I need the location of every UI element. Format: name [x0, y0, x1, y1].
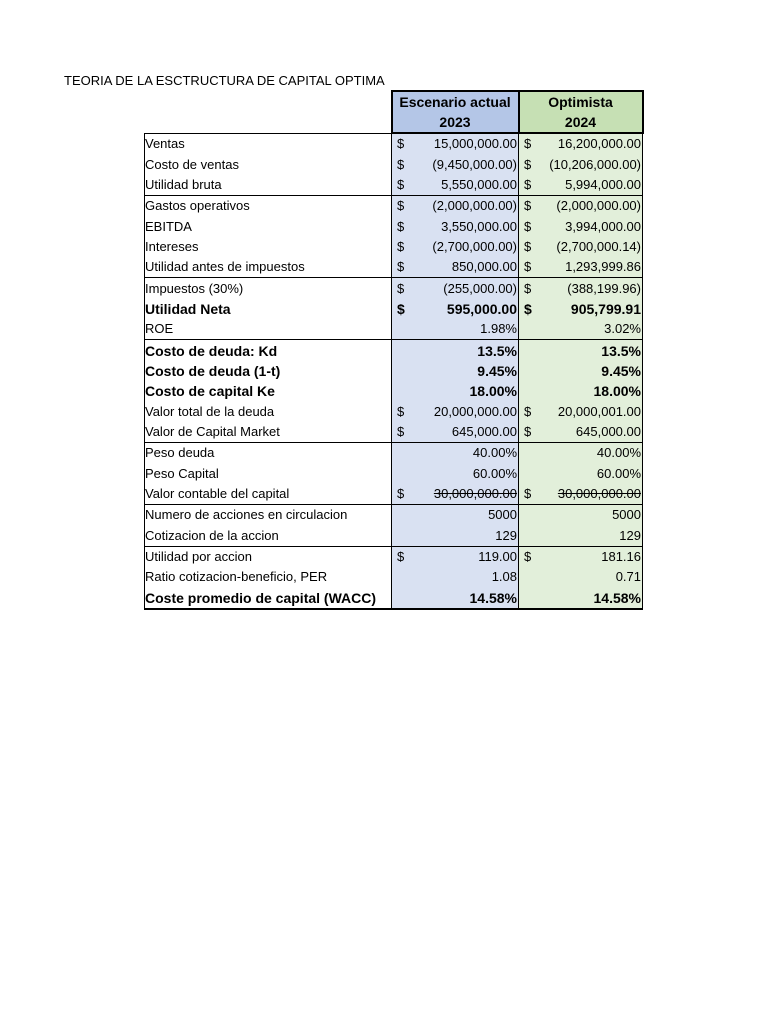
table-row — [145, 299, 643, 319]
currency-symbol: $ — [524, 238, 532, 254]
currency-symbol: $ — [524, 549, 532, 565]
row-label: Peso deuda — [145, 443, 392, 464]
optimistic-value: 20,000,001.00 — [557, 403, 641, 419]
optimistic-value-cell — [519, 546, 643, 567]
current-value: 1.08 — [491, 569, 517, 585]
table-row — [145, 278, 643, 299]
current-value-cell — [392, 464, 519, 484]
currency-symbol: $ — [524, 156, 532, 172]
current-value: 60.00% — [472, 465, 517, 481]
table-row — [145, 381, 643, 401]
row-label: Costo de capital Ke — [145, 381, 392, 401]
optimistic-value: 645,000.00 — [575, 423, 641, 439]
row-label: Costo de ventas — [145, 154, 392, 174]
current-value: 18.00% — [469, 383, 517, 400]
currency-symbol: $ — [524, 280, 532, 296]
row-label: Ratio cotizacion-beneficio, PER — [145, 567, 392, 587]
row-label: Utilidad Neta — [145, 299, 392, 319]
table-row — [145, 422, 643, 443]
table-row — [145, 196, 643, 217]
current-value-cell — [392, 505, 519, 526]
current-value-cell — [392, 196, 519, 217]
row-label: Ventas — [145, 133, 392, 154]
row-label: Valor total de la deuda — [145, 401, 392, 421]
table-row — [145, 443, 643, 464]
optimistic-value: 40.00% — [596, 445, 641, 461]
current-value-cell — [392, 422, 519, 443]
current-value: 119.00 — [478, 549, 517, 565]
current-value: 15,000,000.00 — [433, 136, 517, 152]
row-label: Coste promedio de capital (WACC) — [145, 588, 392, 609]
optimistic-value: 3,994,000.00 — [565, 218, 641, 234]
optimistic-value-cell — [519, 340, 643, 361]
row-label: Impuestos (30%) — [145, 278, 392, 299]
current-value: 3,550,000.00 — [441, 218, 517, 234]
current-value-cell — [392, 216, 519, 236]
optimistic-value-cell — [519, 237, 643, 257]
currency-symbol: $ — [397, 238, 405, 254]
optimistic-value-cell — [519, 257, 643, 278]
current-value-cell — [392, 299, 519, 319]
table-row — [145, 340, 643, 361]
document-title: TEORIA DE LA ESCTRUCTURA DE CAPITAL OPTIMA — [64, 73, 385, 88]
currency-symbol: $ — [524, 176, 532, 192]
current-value-cell — [392, 133, 519, 154]
current-value: (2,000,000.00) — [432, 198, 517, 214]
table-row — [145, 216, 643, 236]
row-label: Gastos operativos — [145, 196, 392, 217]
capital-structure-table — [144, 90, 644, 610]
current-value: 595,000.00 — [446, 300, 517, 317]
header-current-label: Escenario actual — [399, 94, 511, 110]
optimistic-value: 129 — [619, 527, 641, 543]
current-value: 1.98% — [480, 321, 517, 337]
optimistic-value: 60.00% — [596, 465, 641, 481]
currency-symbol: $ — [397, 403, 405, 419]
optimistic-value-cell — [519, 588, 643, 609]
table-row — [145, 505, 643, 526]
header-optimistic-year: 2024 — [564, 114, 597, 130]
row-label: Costo de deuda: Kd — [145, 340, 392, 361]
current-value: 14.58% — [469, 589, 517, 606]
optimistic-value: 3.02% — [604, 321, 641, 337]
currency-symbol: $ — [524, 300, 532, 317]
row-label: Peso Capital — [145, 464, 392, 484]
optimistic-value-cell — [519, 381, 643, 401]
currency-symbol: $ — [524, 486, 532, 502]
optimistic-value-cell — [519, 443, 643, 464]
table-row — [145, 257, 643, 278]
optimistic-value: 1,293,999.86 — [565, 259, 641, 275]
optimistic-value-cell — [519, 319, 643, 340]
header-optimistic-scenario — [519, 91, 643, 133]
optimistic-value: 181.16 — [601, 549, 641, 565]
optimistic-value: 5000 — [612, 507, 641, 523]
header-blank-cell — [145, 91, 392, 112]
table-row — [145, 484, 643, 505]
row-label: Numero de acciones en circulacion — [145, 505, 392, 526]
optimistic-value-cell — [519, 196, 643, 217]
row-label: Valor contable del capital — [145, 484, 392, 505]
optimistic-value-cell — [519, 422, 643, 443]
currency-symbol: $ — [397, 300, 405, 317]
current-value-cell — [392, 588, 519, 609]
currency-symbol: $ — [524, 259, 532, 275]
optimistic-value-cell — [519, 133, 643, 154]
optimistic-value: 9.45% — [601, 362, 641, 379]
optimistic-value: 5,994,000.00 — [565, 176, 641, 192]
optimistic-value-cell — [519, 278, 643, 299]
table-row — [145, 319, 643, 340]
currency-symbol: $ — [397, 280, 405, 296]
header-row-1 — [145, 91, 643, 112]
current-value-cell — [392, 361, 519, 381]
row-label: ROE — [145, 319, 392, 340]
currency-symbol: $ — [397, 136, 405, 152]
table-row — [145, 464, 643, 484]
row-label: Cotizacion de la accion — [145, 526, 392, 547]
row-label: Costo de deuda (1-t) — [145, 361, 392, 381]
optimistic-value-cell — [519, 216, 643, 236]
table-row — [145, 546, 643, 567]
optimistic-value: 30,000,000.00 — [557, 486, 641, 502]
current-value-cell — [392, 278, 519, 299]
current-value: 13.5% — [477, 342, 517, 359]
current-value-cell — [392, 401, 519, 421]
current-value-cell — [392, 319, 519, 340]
header-optimistic-label: Optimista — [548, 94, 613, 110]
optimistic-value-cell — [519, 299, 643, 319]
row-label: Utilidad antes de impuestos — [145, 257, 392, 278]
row-label: Valor de Capital Market — [145, 422, 392, 443]
optimistic-value-cell — [519, 484, 643, 505]
table-row — [145, 526, 643, 547]
optimistic-value: 13.5% — [601, 342, 641, 359]
optimistic-value: 16,200,000.00 — [557, 136, 641, 152]
table-row — [145, 361, 643, 381]
current-value: (9,450,000.00) — [432, 156, 517, 172]
optimistic-value-cell — [519, 361, 643, 381]
optimistic-value: 18.00% — [593, 383, 641, 400]
header-blank-cell — [145, 112, 392, 133]
currency-symbol: $ — [397, 423, 405, 439]
current-value: 20,000,000.00 — [433, 403, 517, 419]
table-row — [145, 567, 643, 587]
current-value-cell — [392, 526, 519, 547]
current-value: (255,000.00) — [443, 280, 517, 296]
current-value: 645,000.00 — [451, 423, 517, 439]
optimistic-value: 14.58% — [593, 589, 641, 606]
current-value-cell — [392, 257, 519, 278]
current-value: (2,700,000.00) — [432, 238, 517, 254]
table-row — [145, 588, 643, 609]
current-value: 9.45% — [477, 362, 517, 379]
currency-symbol: $ — [397, 176, 405, 192]
current-value-cell — [392, 340, 519, 361]
table-row — [145, 237, 643, 257]
currency-symbol: $ — [524, 198, 532, 214]
currency-symbol: $ — [524, 136, 532, 152]
currency-symbol: $ — [397, 218, 405, 234]
optimistic-value: (2,700,000.14) — [556, 238, 641, 254]
current-value-cell — [392, 484, 519, 505]
current-value: 129 — [495, 527, 517, 543]
row-label: Utilidad por accion — [145, 546, 392, 567]
optimistic-value-cell — [519, 464, 643, 484]
row-label: Utilidad bruta — [145, 175, 392, 196]
table-row — [145, 401, 643, 421]
currency-symbol: $ — [397, 259, 405, 275]
current-value: 5,550,000.00 — [441, 176, 517, 192]
table-row — [145, 175, 643, 196]
currency-symbol: $ — [524, 218, 532, 234]
row-label: EBITDA — [145, 216, 392, 236]
optimistic-value-cell — [519, 526, 643, 547]
header-current-year: 2023 — [439, 114, 471, 130]
optimistic-value-cell — [519, 567, 643, 587]
table-row — [145, 154, 643, 174]
optimistic-value: (10,206,000.00) — [549, 156, 641, 172]
optimistic-value: (388,199.96) — [567, 280, 641, 296]
currency-symbol: $ — [524, 403, 532, 419]
current-value-cell — [392, 175, 519, 196]
header-current-scenario — [392, 91, 519, 133]
optimistic-value: (2,000,000.00) — [556, 198, 641, 214]
current-value-cell — [392, 567, 519, 587]
current-value: 40.00% — [472, 445, 517, 461]
current-value-cell — [392, 381, 519, 401]
currency-symbol: $ — [397, 486, 405, 502]
table-body — [145, 133, 643, 609]
current-value-cell — [392, 443, 519, 464]
currency-symbol: $ — [397, 198, 405, 214]
currency-symbol: $ — [397, 549, 405, 565]
optimistic-value-cell — [519, 401, 643, 421]
row-label: Intereses — [145, 237, 392, 257]
optimistic-value-cell — [519, 175, 643, 196]
optimistic-value-cell — [519, 505, 643, 526]
currency-symbol: $ — [524, 423, 532, 439]
table-row — [145, 133, 643, 154]
optimistic-value-cell — [519, 154, 643, 174]
current-value: 30,000,000.00 — [433, 486, 517, 502]
current-value-cell — [392, 154, 519, 174]
current-value-cell — [392, 237, 519, 257]
optimistic-value: 905,799.91 — [570, 300, 641, 317]
currency-symbol: $ — [397, 156, 405, 172]
current-value: 5000 — [488, 507, 517, 523]
current-value: 850,000.00 — [451, 259, 517, 275]
current-value-cell — [392, 546, 519, 567]
optimistic-value: 0.71 — [615, 569, 641, 585]
